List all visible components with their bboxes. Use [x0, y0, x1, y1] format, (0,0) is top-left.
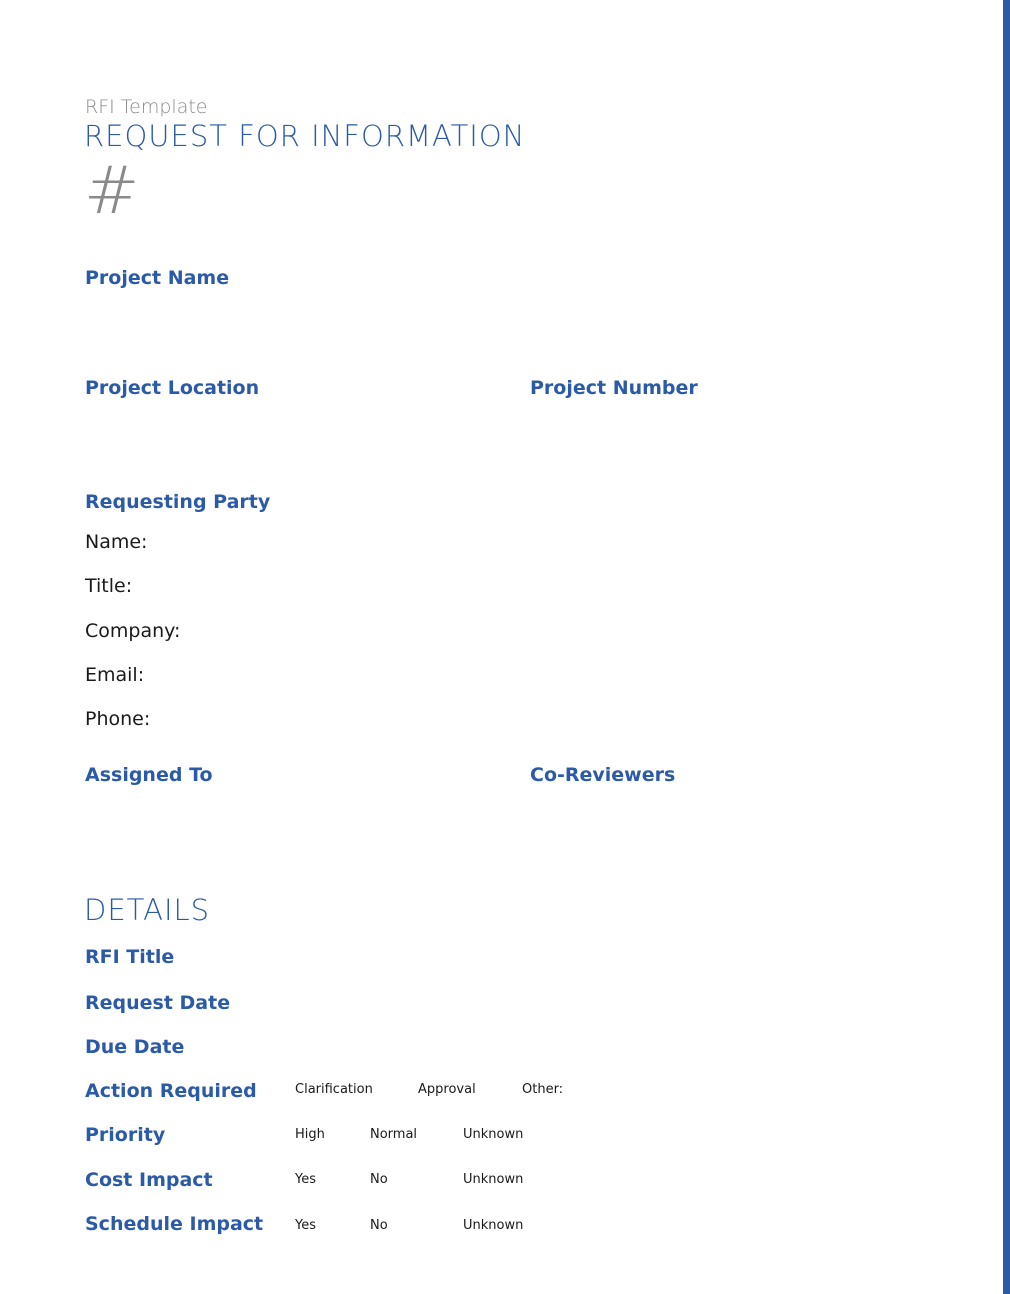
page-accent-bar	[1003, 0, 1010, 1294]
schedule-impact-option-unknown[interactable]: Unknown	[463, 1218, 524, 1233]
co-reviewers-label: Co-Reviewers	[530, 764, 676, 786]
rfi-title-label: RFI Title	[85, 946, 175, 968]
details-heading: DETAILS	[84, 893, 211, 927]
document-title: REQUEST FOR INFORMATION	[84, 119, 526, 153]
assigned-to-label: Assigned To	[85, 764, 213, 786]
action-option-other[interactable]: Other:	[522, 1082, 564, 1097]
cost-impact-label: Cost Impact	[85, 1169, 213, 1191]
project-name-label: Project Name	[85, 267, 230, 289]
action-option-approval[interactable]: Approval	[418, 1082, 476, 1097]
schedule-impact-option-no[interactable]: No	[370, 1218, 388, 1233]
request-date-label: Request Date	[85, 992, 231, 1014]
rfi-number-symbol: #	[84, 152, 140, 229]
requester-title-field: Title:	[85, 575, 133, 597]
requester-email-field: Email:	[85, 664, 145, 686]
action-required-label: Action Required	[85, 1080, 257, 1102]
requesting-party-label: Requesting Party	[85, 491, 271, 513]
action-option-clarification[interactable]: Clarification	[295, 1082, 373, 1097]
requester-company-field: Company:	[85, 620, 181, 642]
cost-impact-option-no[interactable]: No	[370, 1172, 388, 1187]
project-number-label: Project Number	[530, 377, 698, 399]
due-date-label: Due Date	[85, 1036, 185, 1058]
priority-option-normal[interactable]: Normal	[370, 1127, 418, 1142]
document-subtitle: RFI Template	[85, 96, 208, 118]
project-location-label: Project Location	[85, 377, 260, 399]
cost-impact-option-unknown[interactable]: Unknown	[463, 1172, 524, 1187]
priority-option-unknown[interactable]: Unknown	[463, 1127, 524, 1142]
schedule-impact-label: Schedule Impact	[85, 1213, 264, 1235]
priority-option-high[interactable]: High	[295, 1127, 325, 1142]
schedule-impact-option-yes[interactable]: Yes	[295, 1218, 316, 1233]
requester-name-field: Name:	[85, 531, 148, 553]
cost-impact-option-yes[interactable]: Yes	[295, 1172, 316, 1187]
priority-label: Priority	[85, 1124, 166, 1146]
requester-phone-field: Phone:	[85, 708, 151, 730]
